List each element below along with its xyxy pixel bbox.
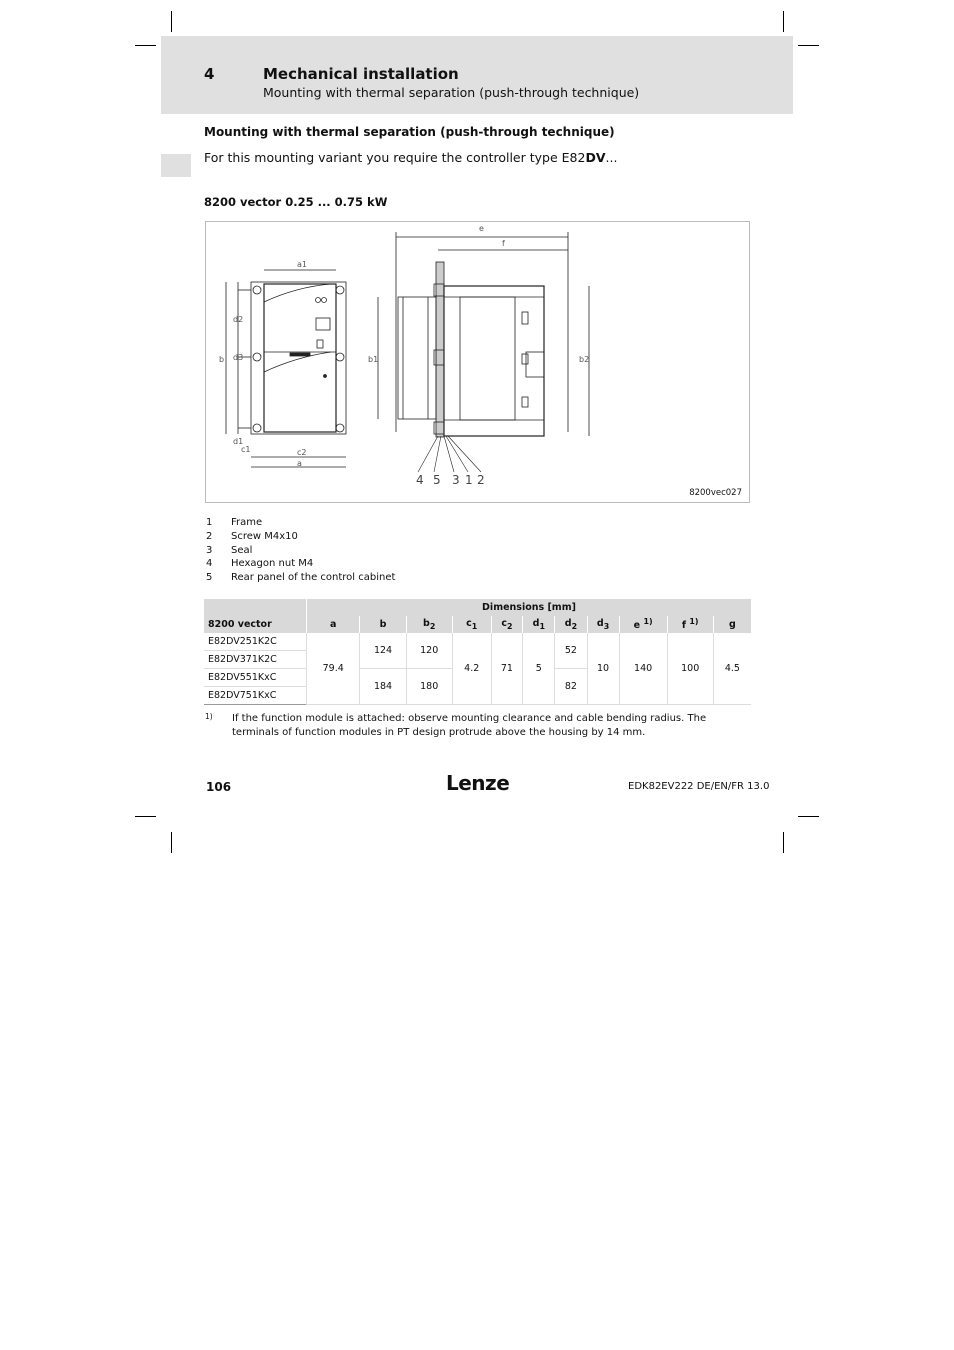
value-c2: 71 xyxy=(491,633,523,705)
chapter-subtitle: Mounting with thermal separation (push-through technique) xyxy=(263,85,640,100)
dim-d2: d2 xyxy=(233,315,244,324)
dim-a: a xyxy=(297,459,302,468)
callout-5: 5 xyxy=(433,473,441,487)
dim-c1: c1 xyxy=(241,445,251,454)
table-column-header-row xyxy=(204,616,751,633)
model-cell: E82DV251K2C xyxy=(204,633,307,651)
dimensions-table xyxy=(204,599,751,705)
value-c1: 4.2 xyxy=(452,633,491,705)
frame-outline xyxy=(251,282,346,434)
col-header-d2: $d_2$ xyxy=(555,616,587,633)
dim-c2: c2 xyxy=(297,448,307,457)
intro-bold: DV xyxy=(585,150,606,165)
drawing-svg xyxy=(206,222,751,504)
legend-item: 2 Screw M4x10 xyxy=(206,530,298,542)
front-view xyxy=(226,270,346,467)
value-d1: 5 xyxy=(523,633,555,705)
device-side xyxy=(444,286,544,436)
crop-mark xyxy=(798,45,819,46)
legend-item: 5 Rear panel of the control cabinet xyxy=(206,572,396,584)
page-number: 106 xyxy=(206,780,232,794)
col-header-f: f $^{1)}$ xyxy=(667,616,713,633)
value-d3: 10 xyxy=(587,633,619,705)
side-view xyxy=(378,232,589,472)
col-header-e: e $^{1)}$ xyxy=(619,616,667,633)
dimensions-group-header: Dimensions [mm] xyxy=(307,599,752,616)
value-d2: 82 xyxy=(555,669,587,705)
value-b2: 120 xyxy=(406,633,452,669)
heatsink-outline xyxy=(398,297,436,419)
col-header-d3: $d_3$ xyxy=(587,616,619,633)
col-header-c1: $c_1$ xyxy=(452,616,491,633)
legend-item: 1 Frame xyxy=(206,517,263,528)
callout-2: 2 xyxy=(477,473,485,487)
value-g: 4.5 xyxy=(713,633,751,705)
chapter-number: 4 xyxy=(204,65,215,83)
chapter-header-band xyxy=(161,36,793,114)
subsection-heading: 8200 vector 0.25 ... 0.75 kW xyxy=(204,195,388,209)
dim-d3: d3 xyxy=(233,353,244,362)
figure-legend xyxy=(206,516,395,585)
value-b2: 180 xyxy=(406,669,452,705)
callout-1: 1 xyxy=(465,473,473,487)
crop-mark xyxy=(783,832,784,853)
crop-mark xyxy=(798,816,819,817)
value-d2: 52 xyxy=(555,633,587,669)
table-row xyxy=(204,633,751,651)
dim-a1: a1 xyxy=(297,260,307,269)
figure-id: 8200vec027 xyxy=(689,488,742,498)
col-header-g: g xyxy=(713,616,751,633)
dim-b2: b2 xyxy=(579,355,590,364)
value-f: 100 xyxy=(667,633,713,705)
section-heading: Mounting with thermal separation (push-through technique) xyxy=(204,125,615,139)
dim-d1: d1 xyxy=(233,437,244,446)
device-housing xyxy=(264,284,336,432)
lenze-logo: Lenze xyxy=(446,771,510,795)
table-group-header-row xyxy=(204,599,751,616)
legend-item: 4 Hexagon nut M4 xyxy=(206,558,314,570)
model-cell: E82DV751KxC xyxy=(204,687,307,705)
rear-panel xyxy=(436,262,444,437)
col-header-model: 8200 vector xyxy=(208,619,272,630)
footnote-text: If the function module is attached: observe mounting clearance and cable bending radius. The terminals of function modules in PT design protrude above the housing by 14 mm. xyxy=(232,713,707,738)
crop-mark xyxy=(135,816,156,817)
col-header-c2: $c_2$ xyxy=(491,616,523,633)
col-header-a: a xyxy=(307,616,360,633)
model-cell: E82DV371K2C xyxy=(204,651,307,669)
value-e: 140 xyxy=(619,633,667,705)
crop-mark xyxy=(171,11,172,32)
crop-mark xyxy=(135,45,156,46)
document-id: EDK82EV222 DE/EN/FR 13.0 xyxy=(628,781,770,792)
dimension-drawing xyxy=(205,221,750,503)
crop-mark xyxy=(171,832,172,853)
footnote-mark: 1) xyxy=(205,712,213,721)
model-cell: E82DV551KxC xyxy=(204,669,307,687)
col-header-b2: $b_2$ xyxy=(406,616,452,633)
col-header-d1: $d_1$ xyxy=(523,616,555,633)
side-tab-marker xyxy=(161,154,191,177)
callout-4: 4 xyxy=(416,473,424,487)
intro-suffix: ... xyxy=(605,150,618,165)
value-b: 124 xyxy=(360,633,406,669)
intro-paragraph xyxy=(204,150,617,165)
dim-e: e xyxy=(479,224,484,233)
crop-mark xyxy=(783,11,784,32)
callout-3: 3 xyxy=(452,473,460,487)
dim-f: f xyxy=(502,239,505,248)
intro-prefix: For this mounting variant you require the controller type E82 xyxy=(204,150,586,165)
dim-b: b xyxy=(219,355,225,364)
legend-item: 3 Seal xyxy=(206,544,253,556)
col-header-b: b xyxy=(360,616,406,633)
dim-b1: b1 xyxy=(368,355,379,364)
chapter-title: Mechanical installation xyxy=(263,65,459,83)
value-b: 184 xyxy=(360,669,406,705)
value-a: 79.4 xyxy=(307,633,360,705)
